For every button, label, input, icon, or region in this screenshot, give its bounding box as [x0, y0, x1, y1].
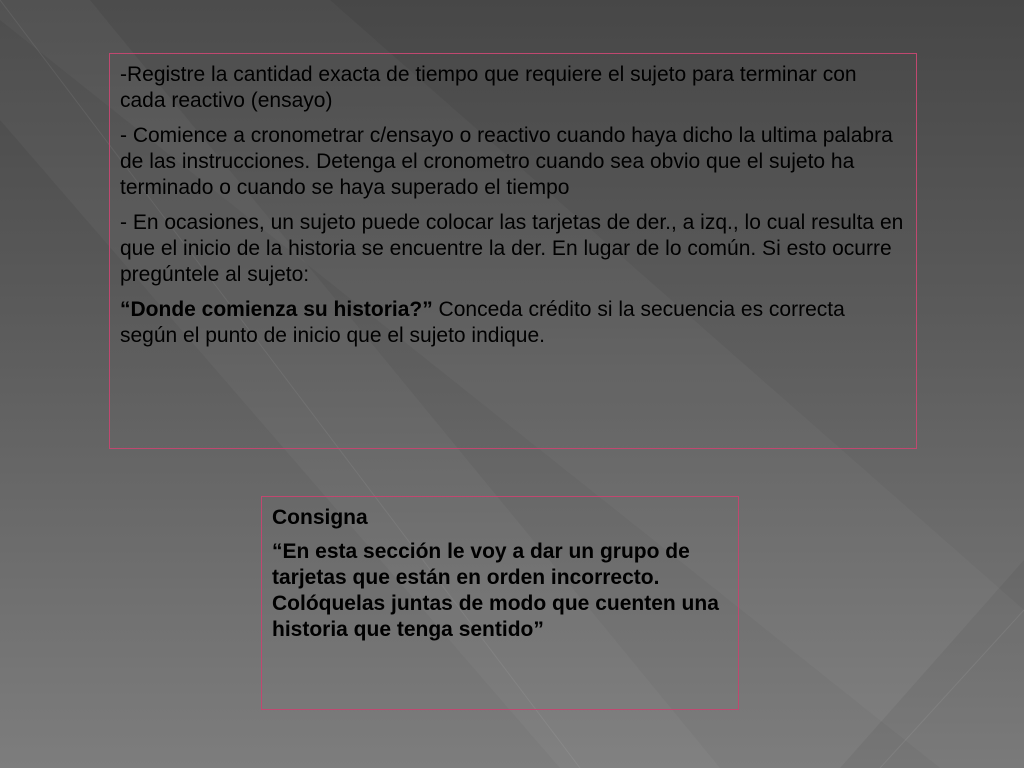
credit-text: Conceda crédito si la secuencia es correcta según el punto de inicio que el sujeto indique.	[120, 298, 845, 347]
consigna-heading: Consigna	[272, 506, 368, 529]
consigna-body: “En esta sección le voy a dar un grupo de tarjetas que están en orden incorrecto. Colóquelas juntas de modo que cuenten una historia que tenga sentido”	[272, 540, 719, 641]
instruction-paragraph-1: -Registre la cantidad exacta de tiempo que requiere el sujeto para terminar con cada reactivo (ensayo)	[120, 63, 857, 112]
question-text: “Donde comienza su historia?”	[120, 298, 433, 321]
instruction-paragraph-3: - En ocasiones, un sujeto puede colocar las tarjetas de der., a izq., lo cual resulta en que el inicio de la historia se encuentre la der. En lugar de lo común. Si esto ocurre pregúntele al sujeto:	[120, 211, 904, 286]
consigna-text-box	[261, 496, 739, 710]
instructions-text-box	[109, 53, 917, 449]
instruction-paragraph-4	[120, 297, 906, 349]
instruction-paragraph-2: - Comience a cronometrar c/ensayo o reactivo cuando haya dicho la ultima palabra de las instrucciones. Detenga el cronometro cuando sea obvio que el sujeto ha terminado o cuando se haya superado el tiempo	[120, 124, 893, 199]
